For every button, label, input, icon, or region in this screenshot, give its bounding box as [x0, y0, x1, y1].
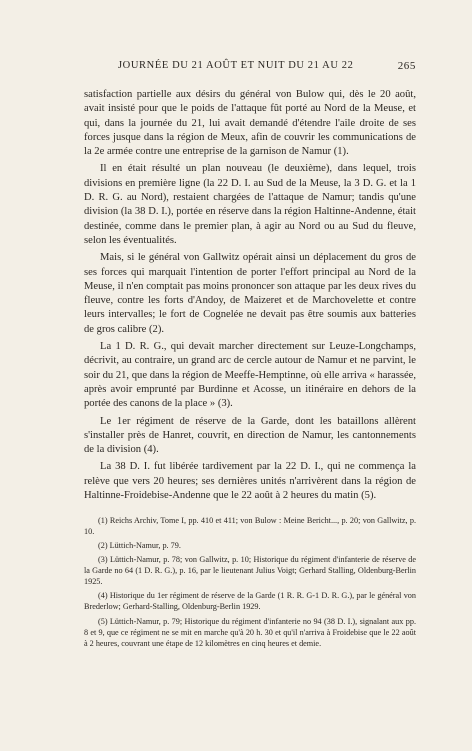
paragraph: Il en était résulté un plan nouveau (le deuxième), dans lequel, trois divisions en première ligne (la 22 D. I. au Sud de la Meuse, la 3 D. G. et la 1 D. R. G. au Nord), restaient chargées de l'attaque de Namur; tandis qu'une division (la 38 D. I.), portée en réserve dans la région Haltinne-Andenne, était destinée, comme dans le premier plan, à agir au Nord ou au Sud du fleuve, selon les éventualités.	[84, 163, 416, 246]
footnote: (3) Lüttich-Namur, p. 78; von Gallwitz, p. 10; Historique du régiment d'infanterie de réserve de la Garde no 64 (1 D. R. G.), p. 16, par le lieutenant Julius Voigt; Gerhard Stalling, Oldenburg-Berlin 1925.	[84, 554, 416, 587]
paragraph: satisfaction partielle aux désirs du général von Bulow qui, dès le 20 août, avait insisté pour que le poids de l'attaque fût porté au Nord de la Meuse, et qui, dans la journée du 21, lui avait demandé d'étendre l'aile droite de ses forces jusque dans la région de Meux, afin de couvrir les communications de la 2e armée contre une entreprise de la garnison de Namur (1).	[84, 89, 416, 158]
footnote: (2) Lüttich-Namur, p. 79.	[98, 541, 181, 551]
paragraph: Mais, si le général von Gallwitz opérait ainsi un déplacement du gros de ses forces qui marquait l'intention de porter l'effort principal au Nord de la Meuse, il n'en comptait pas moins prononcer son attaque par les deux rives du fleuve, contre les forts d'Andoy, de Maizeret et de Marchovelette et contre leurs intervalles; le fort de Cognelée ne devait pas être soumis aux batteries de gros calibre (2).	[84, 252, 416, 335]
page-number: 265	[397, 60, 416, 72]
paragraph: La 1 D. R. G., qui devait marcher directement sur Leuze-Longchamps, décrivit, au contraire, un grand arc de cercle autour de Namur et ne parvint, le soir du 21, que dans la région de Meeffe-Hemptinne, où elle arriva « harassée, après avoir emprunté par Burdinne et Acosse, un itinéraire en dehors de la portée des canons de la place » (3).	[84, 341, 416, 410]
running-title: JOURNÉE DU 21 AOÛT ET NUIT DU 21 AU 22	[118, 60, 354, 71]
paragraph: La 38 D. I. fut libérée tardivement par la 22 D. I., qui ne commença la relève que vers 20 heures; ses dernières unités n'arrivèrent dans la région de Haltinne-Froidebise-Andenne que le 22 août à 2 heures du matin (5).	[84, 461, 416, 502]
running-header	[84, 60, 416, 74]
main-text	[84, 88, 416, 503]
footnote: (5) Lüttich-Namur, p. 79; Historique du régiment d'infanterie no 94 (38 D. I.), signalant aux pp. 8 et 9, que ce régiment ne se mit en marche qu'à 20 h. 30 et qu'il n'arriva à Froidebise que le 22 août à 2 heures, couvrant une étape de 12 kilomètres en cinq heures et demie.	[84, 616, 416, 649]
footnotes	[84, 515, 416, 652]
footnote: (1) Reichs Archiv, Tome I, pp. 410 et 411; von Bulow : Meine Bericht..., p. 20; von Gallwitz, p. 10.	[84, 516, 416, 537]
footnote: (4) Historique du 1er régiment de réserve de la Garde (1 R. R. G-1 D. R. G.), par le général von Brederlow; Gerhard-Stalling, Oldenburg-Berlin 1929.	[84, 591, 416, 612]
paragraph: Le 1er régiment de réserve de la Garde, dont les bataillons allèrent s'installer près de Hanret, couvrit, en direction de Namur, les cantonnements de la division (4).	[84, 415, 416, 456]
